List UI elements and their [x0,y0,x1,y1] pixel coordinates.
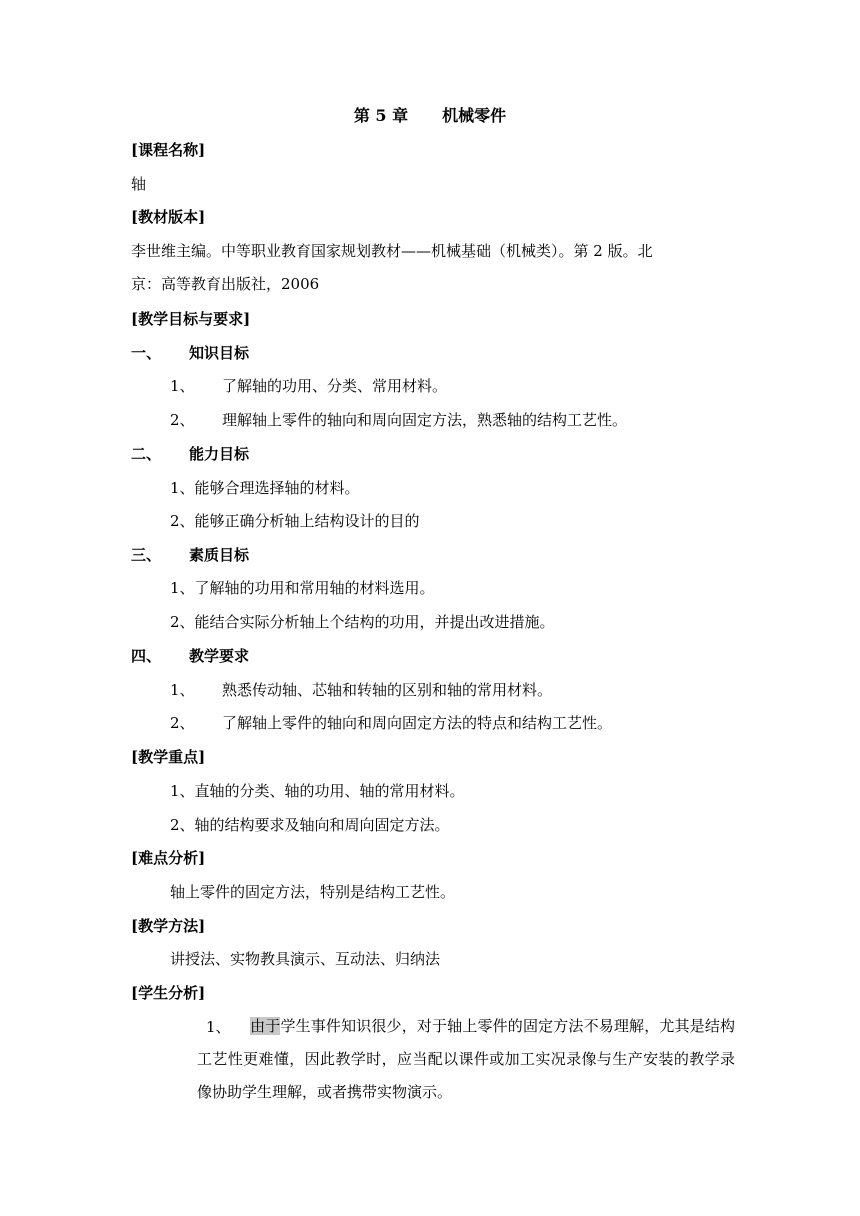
students-item-number: 1、 [206,1018,231,1036]
goals-heading: [教学目标与要求] [131,310,251,328]
goal-item: 2、能结合实际分析轴上个结构的功用，并提出改进措施。 [170,613,555,631]
students-heading: [学生分析] [131,984,206,1002]
goal-item: 1、 熟悉传动轴、芯轴和转轴的区别和轴的常用材料。 [170,681,553,699]
key-point-item: 1、直轴的分类、轴的功用、轴的常用材料。 [170,782,465,800]
chapter-name: 机械零件 [442,106,507,125]
goal-section-heading: 一、 知识目标 [131,344,250,362]
students-text: 学生事件知识很少，对于轴上零件的固定方法不易理解，尤其是结构工艺性更难懂，因此教学时，应当配以课件或加工实况录像与生产安装的教学录像协助学生理解，或者携带实物演示。 [197,1017,735,1101]
methods-heading: [教学方法] [131,917,206,935]
goal-item: 2、能够正确分析轴上结构设计的目的 [170,512,420,530]
methods-text: 讲授法、实物教具演示、互动法、归纳法 [170,950,441,968]
difficulty-text: 轴上零件的固定方法，特别是结构工艺性。 [170,883,456,901]
chapter-title [0,106,860,126]
goal-item: 2、 了解轴上零件的轴向和周向固定方法的特点和结构工艺性。 [170,714,613,732]
difficulty-heading: [难点分析] [131,849,206,867]
key-point-item: 2、轴的结构要求及轴向和周向固定方法。 [170,816,450,834]
goal-item: 2、 理解轴上零件的轴向和周向固定方法，熟悉轴的结构工艺性。 [170,411,628,429]
goal-item: 1、 了解轴的功用、分类、常用材料。 [170,377,448,395]
goal-section-heading: 四、 教学要求 [131,647,250,665]
goal-item: 1、能够合理选择轴的材料。 [170,479,360,497]
students-paragraph [197,1010,735,1109]
goal-section-heading: 二、 能力目标 [131,445,250,463]
goal-item: 1、了解轴的功用和常用轴的材料选用。 [170,579,435,597]
goal-section-heading: 三、 素质目标 [131,546,250,564]
chapter-number: 第 5 章 [353,106,409,125]
key-points-heading: [教学重点] [131,748,206,766]
textbook-line-1: 李世维主编。中等职业教育国家规划教材——机械基础（机械类）。第 2 版。北 [131,242,653,260]
course-name-value: 轴 [131,175,147,193]
textbook-line-2: 京：高等教育出版社，2006 [131,275,320,293]
textbook-heading: [教材版本] [131,208,206,226]
highlighted-text: 由于 [250,1017,281,1035]
course-name-heading: [课程名称] [131,141,206,159]
